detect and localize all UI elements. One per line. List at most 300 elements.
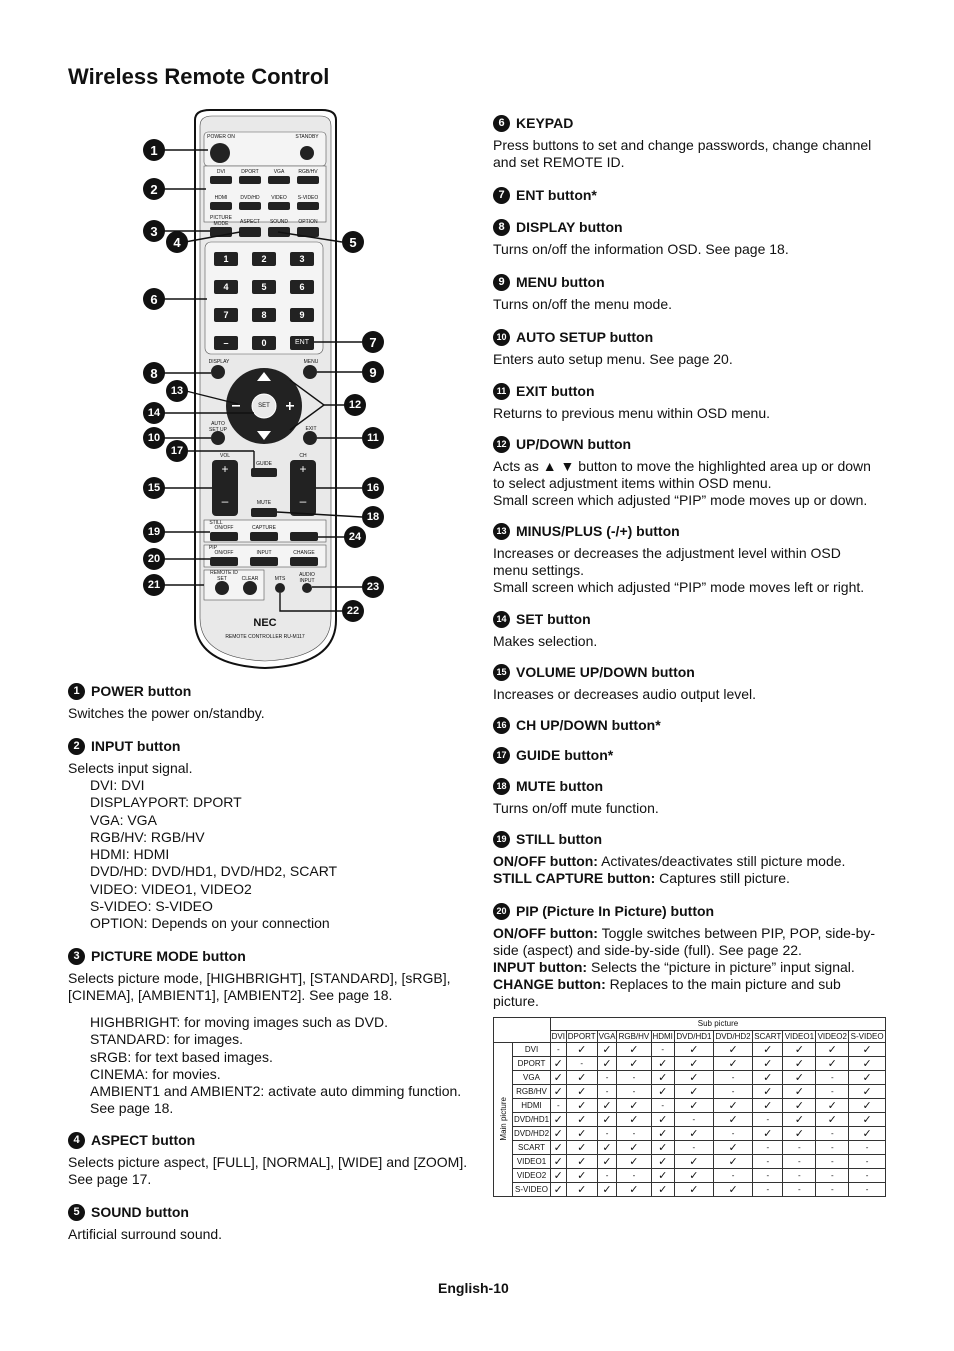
table-cell: ✓ <box>753 1043 783 1057</box>
table-cell: ✓ <box>816 1099 849 1113</box>
table-cell: ✓ <box>597 1099 616 1113</box>
table-cell: ✓ <box>651 1155 674 1169</box>
section-title: MINUS/PLUS (-/+) button <box>516 523 680 539</box>
table-cell: ✓ <box>849 1113 886 1127</box>
table-cell: - <box>816 1141 849 1155</box>
digit-1[interactable]: 1 <box>223 254 229 264</box>
pip-onoff-desc <box>493 925 883 959</box>
row-header: HDMI <box>513 1099 551 1113</box>
table-cell: ✓ <box>566 1183 597 1197</box>
column-header: VIDEO1 <box>784 1032 815 1042</box>
row-header: DPORT <box>513 1057 551 1071</box>
menu-key-label: MENU <box>303 359 319 365</box>
table-cell: ✓ <box>651 1071 674 1085</box>
row-header: DVI <box>513 1043 551 1057</box>
table-cell: ✓ <box>783 1043 816 1057</box>
power-on-label: POWER ON <box>207 134 235 140</box>
table-row <box>494 1155 886 1169</box>
table-cell: ✓ <box>674 1155 713 1169</box>
callout-24: 24 <box>344 526 366 548</box>
row-header: VIDEO1 <box>513 1155 551 1169</box>
section-number: 10 <box>493 329 510 346</box>
callout-17: 17 <box>166 440 188 462</box>
table-cell: - <box>566 1057 597 1071</box>
section-number: 7 <box>493 187 510 204</box>
still-onoff-lead: ON/OFF button: <box>493 853 598 869</box>
auto-setup-key-label: AUTO SET UP <box>209 421 227 433</box>
section-title: PICTURE MODE button <box>91 948 246 964</box>
callout-3: 3 <box>143 220 165 242</box>
table-cell: ✓ <box>713 1155 752 1169</box>
input-key-dport[interactable]: DPORT <box>241 169 259 175</box>
section-number: 18 <box>493 778 510 795</box>
table-cell: - <box>597 1085 616 1099</box>
table-cell: - <box>753 1155 783 1169</box>
table-cell: - <box>816 1155 849 1169</box>
callout-15: 15 <box>143 477 165 499</box>
section-body: Returns to previous menu within OSD menu. <box>493 405 771 421</box>
row-header: VIDEO2 <box>513 1169 551 1183</box>
clear-label: CLEAR <box>241 576 259 582</box>
table-cell: ✓ <box>551 1057 567 1071</box>
digit-8[interactable]: 8 <box>261 310 267 320</box>
table-cell: - <box>849 1155 886 1169</box>
table-cell: ✓ <box>713 1141 752 1155</box>
digit-3[interactable]: 3 <box>299 254 305 264</box>
section-number: 16 <box>493 717 510 734</box>
table-cell: - <box>551 1099 567 1113</box>
callout-18: 18 <box>362 506 384 528</box>
table-cell: ✓ <box>551 1085 567 1099</box>
table-cell: - <box>783 1141 816 1155</box>
section-body: Turns on/off the menu mode. <box>493 296 672 312</box>
section-title: AUTO SETUP button <box>516 329 654 345</box>
table-cell: - <box>816 1085 849 1099</box>
sub-picture-header: Sub picture <box>551 1018 886 1031</box>
table-cell: ✓ <box>783 1085 816 1099</box>
section-title: ENT button* <box>516 187 597 203</box>
still-capture-lead: STILL CAPTURE button: <box>493 870 656 886</box>
table-cell: ✓ <box>551 1127 567 1141</box>
callout-4: 4 <box>166 231 188 253</box>
callout-14: 14 <box>143 402 165 424</box>
table-cell: ✓ <box>713 1043 752 1057</box>
table-row <box>494 1071 886 1085</box>
column-header: DVI <box>551 1032 565 1042</box>
table-cell: - <box>713 1085 752 1099</box>
table-cell: - <box>713 1071 752 1085</box>
callout-6: 6 <box>143 288 165 310</box>
table-cell: ✓ <box>551 1183 567 1197</box>
section-guide <box>493 746 893 764</box>
table-cell: ✓ <box>753 1127 783 1141</box>
table-cell: ✓ <box>597 1183 616 1197</box>
list-item: OPTION: Depends on your connection <box>90 915 330 932</box>
table-cell: ✓ <box>816 1113 849 1127</box>
list-item: DVI: DVI <box>90 777 145 793</box>
input-key-video[interactable]: VIDEO <box>271 195 287 201</box>
table-cell: - <box>651 1099 674 1113</box>
table-cell: ✓ <box>849 1057 886 1071</box>
section-body: Press buttons to set and change passwords, change channel and set REMOTE ID. <box>493 137 872 170</box>
callout-5: 5 <box>342 231 364 253</box>
callout-1: 1 <box>143 139 165 161</box>
pip-onoff-text: Toggle switches between PIP, POP, side-by-side (aspect) and side-by-side (full). See page 22. <box>493 925 876 958</box>
section-body: Turns on/off the information OSD. See page 18. <box>493 241 789 257</box>
table-cell: ✓ <box>816 1057 849 1071</box>
table-cell: - <box>674 1113 713 1127</box>
table-cell: - <box>849 1183 886 1197</box>
section-body: Enters auto setup menu. See page 20. <box>493 351 733 367</box>
section-pip <box>493 902 883 1010</box>
table-cell: ✓ <box>597 1057 616 1071</box>
section-body-2: Small screen which adjusted “PIP” mode moves up or down. <box>493 492 868 508</box>
table-cell: - <box>816 1071 849 1085</box>
table-cell: ✓ <box>566 1099 597 1113</box>
table-cell: ✓ <box>566 1043 597 1057</box>
table-row <box>494 1183 886 1197</box>
table-cell: - <box>597 1071 616 1085</box>
section-title: ASPECT button <box>91 1132 196 1148</box>
column-header: DVD/HD2 <box>713 1030 752 1043</box>
digit-7[interactable]: 7 <box>223 310 229 320</box>
ent-key[interactable]: ENT <box>295 339 309 346</box>
input-key-dvi[interactable]: DVI <box>216 169 226 175</box>
callout-16: 16 <box>362 477 384 499</box>
table-cell: ✓ <box>566 1141 597 1155</box>
table-cell: ✓ <box>783 1113 816 1127</box>
digit-2[interactable]: 2 <box>261 254 267 264</box>
table-body <box>494 1043 886 1197</box>
digit-9[interactable]: 9 <box>299 310 305 320</box>
section-set <box>493 610 893 650</box>
input-key-svideo[interactable]: S-VIDEO <box>297 195 319 201</box>
table-cell: ✓ <box>651 1183 674 1197</box>
list-item: VGA: VGA <box>90 811 157 828</box>
section-title: STILL button <box>516 831 603 847</box>
picture-mode-key[interactable]: PICTURE MODE <box>210 215 232 227</box>
table-row <box>494 1127 886 1141</box>
section-number: 13 <box>493 523 510 540</box>
standby-label: STANDBY <box>295 134 319 140</box>
section-number: 14 <box>493 611 510 628</box>
section-body: Increases or decreases audio output level. <box>493 686 757 702</box>
still-desc <box>493 853 893 870</box>
table-cell: ✓ <box>753 1099 783 1113</box>
column-header: DVD/HD1 <box>674 1030 713 1043</box>
section-title: INPUT button <box>91 738 181 754</box>
digit-4[interactable]: 4 <box>223 282 229 292</box>
table-cell: ✓ <box>566 1127 597 1141</box>
table-cell: ✓ <box>566 1113 597 1127</box>
section-title: CH UP/DOWN button* <box>516 717 661 733</box>
section-up-down <box>493 435 893 509</box>
table-cell: ✓ <box>713 1183 752 1197</box>
still-onoff-text: Activates/deactivates still picture mode. <box>597 853 846 869</box>
table-row <box>494 1141 886 1155</box>
section-title: POWER button <box>91 683 192 699</box>
table-cell: ✓ <box>674 1057 713 1071</box>
table-cell: ✓ <box>674 1183 713 1197</box>
section-title: SOUND button <box>91 1204 189 1220</box>
vol-plus[interactable]: + <box>221 462 229 476</box>
column-header-row <box>494 1030 886 1043</box>
callout-20: 20 <box>143 548 165 570</box>
input-key-rgbhv[interactable]: RGB/HV <box>298 169 318 175</box>
table-cell: ✓ <box>753 1085 783 1099</box>
pip-input-lead: INPUT button: <box>493 959 588 975</box>
table-cell: - <box>753 1141 783 1155</box>
section-body: Selects picture mode, [HIGHBRIGHT], [STANDARD], [sRGB], [CINEMA], [AMBIENT1], [AMBIENT2]. See page 18. <box>68 970 451 1003</box>
section-power <box>68 682 468 722</box>
model-label: REMOTE CONTROLLER RU-M117 <box>225 634 305 640</box>
callout-22: 22 <box>342 600 364 622</box>
section-body: Selects picture aspect, [FULL], [NORMAL], [WIDE] and [ZOOM]. See page 17. <box>68 1154 468 1187</box>
section-number: 3 <box>68 948 85 965</box>
still-capture-desc <box>493 870 893 887</box>
input-key-dvdhd[interactable]: DVD/HD <box>240 195 260 201</box>
table-cell: ✓ <box>849 1043 886 1057</box>
section-number: 8 <box>493 219 510 236</box>
display-key-label: DISPLAY <box>208 359 230 365</box>
input-key-vga[interactable]: VGA <box>273 169 285 175</box>
column-header: VGA <box>598 1032 616 1042</box>
table-cell: ✓ <box>674 1043 713 1057</box>
set-key[interactable]: SET <box>258 403 270 409</box>
pip-compatibility-table <box>493 1017 886 1197</box>
section-input <box>68 737 468 933</box>
section-number: 15 <box>493 664 510 681</box>
pip-change-lead: CHANGE button: <box>493 976 606 992</box>
table-cell: - <box>674 1141 713 1155</box>
section-number: 9 <box>493 274 510 291</box>
table-cell: ✓ <box>566 1155 597 1169</box>
section-number: 20 <box>493 903 510 920</box>
section-aspect <box>68 1131 468 1188</box>
ch-minus[interactable]: – <box>299 494 307 508</box>
main-picture-header <box>494 1043 513 1197</box>
change-label: CHANGE <box>293 550 315 556</box>
option-key[interactable]: OPTION <box>298 219 318 225</box>
aspect-key[interactable]: ASPECT <box>239 219 260 225</box>
table-cell: ✓ <box>753 1071 783 1085</box>
list-item: CINEMA: for movies. <box>90 1065 221 1082</box>
table-cell: - <box>713 1127 752 1141</box>
row-header: DVD/HD2 <box>513 1127 551 1141</box>
still-capture-text: Captures still picture. <box>655 870 790 886</box>
table-cell: ✓ <box>713 1099 752 1113</box>
table-cell: ✓ <box>551 1113 567 1127</box>
table-cell: ✓ <box>783 1071 816 1085</box>
list-item: VIDEO: VIDEO1, VIDEO2 <box>90 880 252 897</box>
table-cell: - <box>849 1141 886 1155</box>
table-cell: ✓ <box>617 1057 651 1071</box>
table-cell: ✓ <box>849 1127 886 1141</box>
callout-11: 11 <box>362 427 384 449</box>
table-cell: ✓ <box>566 1071 597 1085</box>
section-number: 6 <box>493 115 510 132</box>
section-body: Artificial surround sound. <box>68 1226 223 1242</box>
table-header-row <box>494 1018 886 1031</box>
section-title: PIP (Picture In Picture) button <box>516 903 715 919</box>
pip-input-label: INPUT <box>256 550 272 556</box>
table-cell: ✓ <box>651 1057 674 1071</box>
callout-7: 7 <box>362 331 384 353</box>
table-cell: ✓ <box>617 1113 651 1127</box>
section-title: GUIDE button* <box>516 747 614 763</box>
main-picture-label: Main picture <box>498 1097 508 1141</box>
section-title: DISPLAY button <box>516 219 623 235</box>
table-cell: ✓ <box>651 1113 674 1127</box>
table-row <box>494 1113 886 1127</box>
table-cell: ✓ <box>753 1057 783 1071</box>
table-row <box>494 1043 886 1057</box>
table-cell: ✓ <box>551 1155 567 1169</box>
table-cell: - <box>617 1127 651 1141</box>
callout-21: 21 <box>143 574 165 596</box>
table-cell: ✓ <box>566 1085 597 1099</box>
list-item: HIGHBRIGHT: for moving images such as DVD. <box>90 1014 388 1030</box>
section-body: Increases or decreases the adjustment level within OSD menu settings. <box>493 545 841 578</box>
row-header: DVD/HD1 <box>513 1113 551 1127</box>
table-cell: - <box>849 1169 886 1183</box>
table-row <box>494 1099 886 1113</box>
list-item: AMBIENT1 and AMBIENT2: activate auto dimming function. See page 18. <box>90 1083 462 1117</box>
column-header: S-VIDEO <box>850 1032 884 1042</box>
section-body: Makes selection. <box>493 633 598 649</box>
audio-input-label: AUDIO INPUT <box>299 572 315 584</box>
brand-logo: NEC <box>253 617 277 629</box>
input-list <box>68 777 468 933</box>
still-onoff-label: ON/OFF <box>214 525 234 531</box>
sound-key[interactable]: SOUND <box>269 219 289 225</box>
callout-8: 8 <box>143 362 165 384</box>
table-cell: ✓ <box>617 1155 651 1169</box>
still-label: STILL <box>209 520 223 526</box>
table-cell: - <box>617 1169 651 1183</box>
column-header: SCART <box>754 1032 782 1042</box>
section-display <box>493 218 893 258</box>
pip-input-text: Selects the “picture in picture” input signal. <box>587 959 855 975</box>
digit-dash[interactable]: – <box>223 338 229 348</box>
section-body-2: Small screen which adjusted “PIP” mode moves left or right. <box>493 579 865 595</box>
table-cell: ✓ <box>651 1141 674 1155</box>
section-number: 17 <box>493 747 510 764</box>
table-cell: - <box>597 1169 616 1183</box>
table-cell: ✓ <box>597 1155 616 1169</box>
capture-label: CAPTURE <box>252 525 276 531</box>
table-row <box>494 1169 886 1183</box>
ch-plus[interactable]: + <box>299 462 307 476</box>
list-item: RGB/HV: RGB/HV <box>90 828 205 845</box>
table-cell: ✓ <box>674 1169 713 1183</box>
table-cell: ✓ <box>651 1169 674 1183</box>
list-item: HDMI: HDMI <box>90 846 170 863</box>
callout-10: 10 <box>143 427 165 449</box>
list-item: sRGB: for text based images. <box>90 1048 273 1065</box>
list-item: DISPLAYPORT: DPORT <box>90 794 242 811</box>
pip-onoff-label: ON/OFF <box>214 550 234 556</box>
column-header: VIDEO2 <box>817 1032 847 1042</box>
pip-change-desc <box>493 976 883 1010</box>
table-cell: - <box>816 1127 849 1141</box>
table-cell: ✓ <box>597 1141 616 1155</box>
vol-label: VOL <box>219 453 230 459</box>
section-number: 1 <box>68 683 85 700</box>
table-cell: ✓ <box>674 1071 713 1085</box>
pip-onoff-lead: ON/OFF button: <box>493 925 598 941</box>
table-cell: ✓ <box>651 1127 674 1141</box>
callout-13: 13 <box>166 380 188 402</box>
column-header: HDMI <box>652 1032 673 1042</box>
section-number: 11 <box>493 383 510 400</box>
section-title: MUTE button <box>516 778 604 794</box>
callout-2: 2 <box>143 178 165 200</box>
digit-6[interactable]: 6 <box>299 282 305 292</box>
table-cell: ✓ <box>617 1141 651 1155</box>
remote-id-label: REMOTE ID <box>210 570 238 576</box>
table-cell: - <box>713 1169 752 1183</box>
table-cell: ✓ <box>713 1113 752 1127</box>
section-still <box>493 830 893 887</box>
table-cell: - <box>597 1127 616 1141</box>
table-row <box>494 1085 886 1099</box>
row-header: VGA <box>513 1071 551 1085</box>
pip-change-text: Replaces to the main picture and sub picture. <box>493 976 841 1009</box>
vol-minus[interactable]: – <box>221 494 229 508</box>
section-title: UP/DOWN button <box>516 436 632 452</box>
section-number: 5 <box>68 1204 85 1221</box>
table-cell: - <box>783 1155 816 1169</box>
rid-set-label: SET <box>217 576 227 582</box>
section-body: Switches the power on/standby. <box>68 705 265 721</box>
table-cell: ✓ <box>651 1085 674 1099</box>
table-cell: ✓ <box>597 1113 616 1127</box>
digit-0[interactable]: 0 <box>261 338 267 348</box>
page-title: Wireless Remote Control <box>68 64 330 89</box>
table-cell: ✓ <box>566 1169 597 1183</box>
pip-label: PIP <box>208 545 218 551</box>
section-number: 4 <box>68 1132 85 1149</box>
pip-input-desc <box>493 959 883 976</box>
row-header: S-VIDEO <box>513 1183 551 1197</box>
input-key-hdmi[interactable]: HDMI <box>214 195 228 201</box>
table-cell: - <box>753 1183 783 1197</box>
table-cell: ✓ <box>674 1085 713 1099</box>
table-row <box>494 1057 886 1071</box>
section-volume <box>493 663 893 703</box>
table-cell: - <box>617 1085 651 1099</box>
table-cell: - <box>816 1169 849 1183</box>
section-mute <box>493 777 893 817</box>
callout-23: 23 <box>362 576 384 598</box>
column-header: RGB/HV <box>618 1032 650 1042</box>
table-cell: ✓ <box>849 1085 886 1099</box>
section-auto-setup <box>493 328 893 368</box>
section-title: MENU button <box>516 274 605 290</box>
callout-12: 12 <box>344 394 366 416</box>
list-item: STANDARD: for images. <box>90 1031 243 1048</box>
table-cell: ✓ <box>849 1099 886 1113</box>
section-minus-plus <box>493 522 893 596</box>
section-title: KEYPAD <box>516 115 574 131</box>
exit-key-label: EXIT <box>305 426 317 432</box>
table-cell: ✓ <box>617 1043 651 1057</box>
table-cell: ✓ <box>674 1127 713 1141</box>
section-ch <box>493 716 893 734</box>
table-cell: ✓ <box>617 1183 651 1197</box>
digit-5[interactable]: 5 <box>261 282 267 292</box>
